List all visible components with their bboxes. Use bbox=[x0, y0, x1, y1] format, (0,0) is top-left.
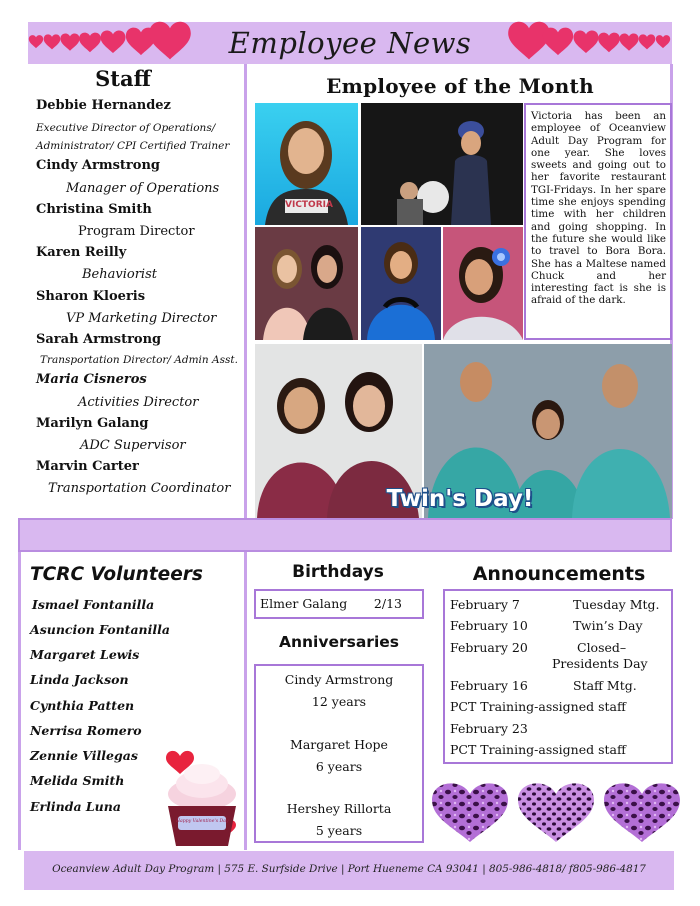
staff-role: Transportation Director/ Admin Asst. bbox=[40, 354, 238, 366]
birthdays-box bbox=[254, 589, 424, 619]
birthday-name: Elmer Galang bbox=[260, 596, 348, 611]
announcement-date: February 7 bbox=[450, 597, 520, 612]
staff-name: Cindy Armstrong bbox=[36, 158, 160, 173]
volunteer-name: Zennie Villegas bbox=[30, 748, 138, 763]
divider-vertical-bottom-left bbox=[244, 552, 247, 850]
staff-name: Sarah Armstrong bbox=[36, 332, 162, 347]
staff-role: Activities Director bbox=[78, 395, 199, 410]
staff-role: Executive Director of Operations/ Administrator/ CPI Certified Trainer bbox=[36, 122, 230, 152]
twins-day-caption: Twin's Day! bbox=[386, 486, 534, 512]
announcement-event: Closed– bbox=[577, 640, 627, 655]
footer-contact: Oceanview Adult Day Program | 575 E. Surfside Drive | Port Hueneme CA 93041 | 805-986-4818/ f805-986-4817 bbox=[52, 863, 646, 875]
employee-description: Victoria has been an employee of Oceanview Adult Day Program for one year. She loves sweets and going out to her favorite restaurant TGI-Fridays. In her spare time she enjoys spending time with her children and going shopping. In the future she would like to travel to Bora Bora. She has a Maltese named Chuck and her interesting fact is she is afraid of the dark. bbox=[531, 110, 666, 307]
leopard-hearts-icon bbox=[428, 776, 688, 846]
staff-role: Manager of Operations bbox=[66, 181, 220, 196]
staff-name: Marilyn Galang bbox=[36, 416, 149, 431]
staff-role: ADC Supervisor bbox=[80, 438, 186, 453]
cupcake-icon bbox=[160, 750, 244, 850]
announcement-date: February 20 bbox=[450, 640, 528, 655]
staff-name: Maria Cisneros bbox=[36, 372, 147, 387]
anniversary-name: Hershey Rillorta bbox=[286, 801, 392, 816]
anniversary-years: 5 years bbox=[315, 823, 363, 838]
anniversaries-box bbox=[254, 664, 424, 843]
announcement-date: February 10 bbox=[450, 618, 528, 633]
staff-name: Karen Reilly bbox=[36, 245, 127, 260]
anniversary-name: Cindy Armstrong bbox=[284, 672, 394, 687]
announcement-date: PCT Training-assigned staff bbox=[450, 699, 626, 714]
staff-heading: Staff bbox=[95, 66, 151, 91]
volunteer-name: Ismael Fontanilla bbox=[32, 597, 155, 612]
announcement-date: PCT Training-assigned staff bbox=[450, 742, 626, 757]
volunteer-name: Melida Smith bbox=[30, 773, 125, 788]
announcement-event: Staff Mtg. bbox=[573, 678, 637, 693]
cupcake-label: Happy Valentine's Day bbox=[176, 819, 229, 824]
volunteer-name: Asuncion Fontanilla bbox=[30, 622, 170, 637]
staff-role: Behaviorist bbox=[82, 267, 157, 282]
staff-name: Debbie Hernandez bbox=[36, 98, 171, 113]
employee-portrait-photo bbox=[255, 103, 358, 225]
volunteers-heading: TCRC Volunteers bbox=[30, 564, 203, 585]
divider-vertical-top bbox=[244, 64, 247, 519]
section-divider-band bbox=[18, 518, 672, 552]
costume-photo bbox=[361, 227, 441, 340]
announcement-event: Tuesday Mtg. bbox=[573, 597, 660, 612]
volunteer-name: Linda Jackson bbox=[30, 672, 129, 687]
volunteer-name: Cynthia Patten bbox=[30, 698, 135, 713]
announcement-event: Twin’s Day bbox=[573, 618, 643, 633]
announcements-heading: Announcements bbox=[472, 563, 646, 585]
birthday-date: 2/13 bbox=[373, 596, 402, 611]
volunteer-name: Margaret Lewis bbox=[30, 647, 140, 662]
announcement-date: February 23 bbox=[450, 721, 528, 736]
stage-photo bbox=[361, 103, 523, 225]
staff-name: Christina Smith bbox=[36, 202, 152, 217]
shirt-text: VICTORIA bbox=[285, 200, 333, 210]
group-photo-1 bbox=[255, 227, 358, 340]
volunteer-name: Erlinda Luna bbox=[30, 799, 121, 814]
birthdays-heading: Birthdays bbox=[292, 562, 384, 582]
announcement-event-continued: Presidents Day bbox=[552, 656, 648, 671]
divider-left-edge bbox=[18, 552, 21, 850]
anniversary-years: 6 years bbox=[315, 759, 363, 774]
staff-role: VP Marketing Director bbox=[66, 311, 217, 326]
volunteer-name: Nerrisa Romero bbox=[30, 723, 142, 738]
staff-name: Marvin Carter bbox=[36, 459, 139, 474]
staff-name: Sharon Kloeris bbox=[36, 289, 146, 304]
flower-photo bbox=[443, 227, 523, 340]
staff-role: Transportation Coordinator bbox=[48, 481, 231, 496]
announcements-box bbox=[443, 589, 673, 764]
announcement-date: February 16 bbox=[450, 678, 528, 693]
employee-of-month-heading: Employee of the Month bbox=[326, 74, 594, 98]
anniversary-years: 12 years bbox=[311, 694, 367, 709]
anniversaries-heading: Anniversaries bbox=[278, 633, 400, 651]
anniversary-name: Margaret Hope bbox=[290, 737, 388, 752]
staff-role: Program Director bbox=[78, 224, 195, 239]
page-title: Employee News bbox=[228, 26, 472, 60]
employee-description-box bbox=[524, 103, 672, 340]
